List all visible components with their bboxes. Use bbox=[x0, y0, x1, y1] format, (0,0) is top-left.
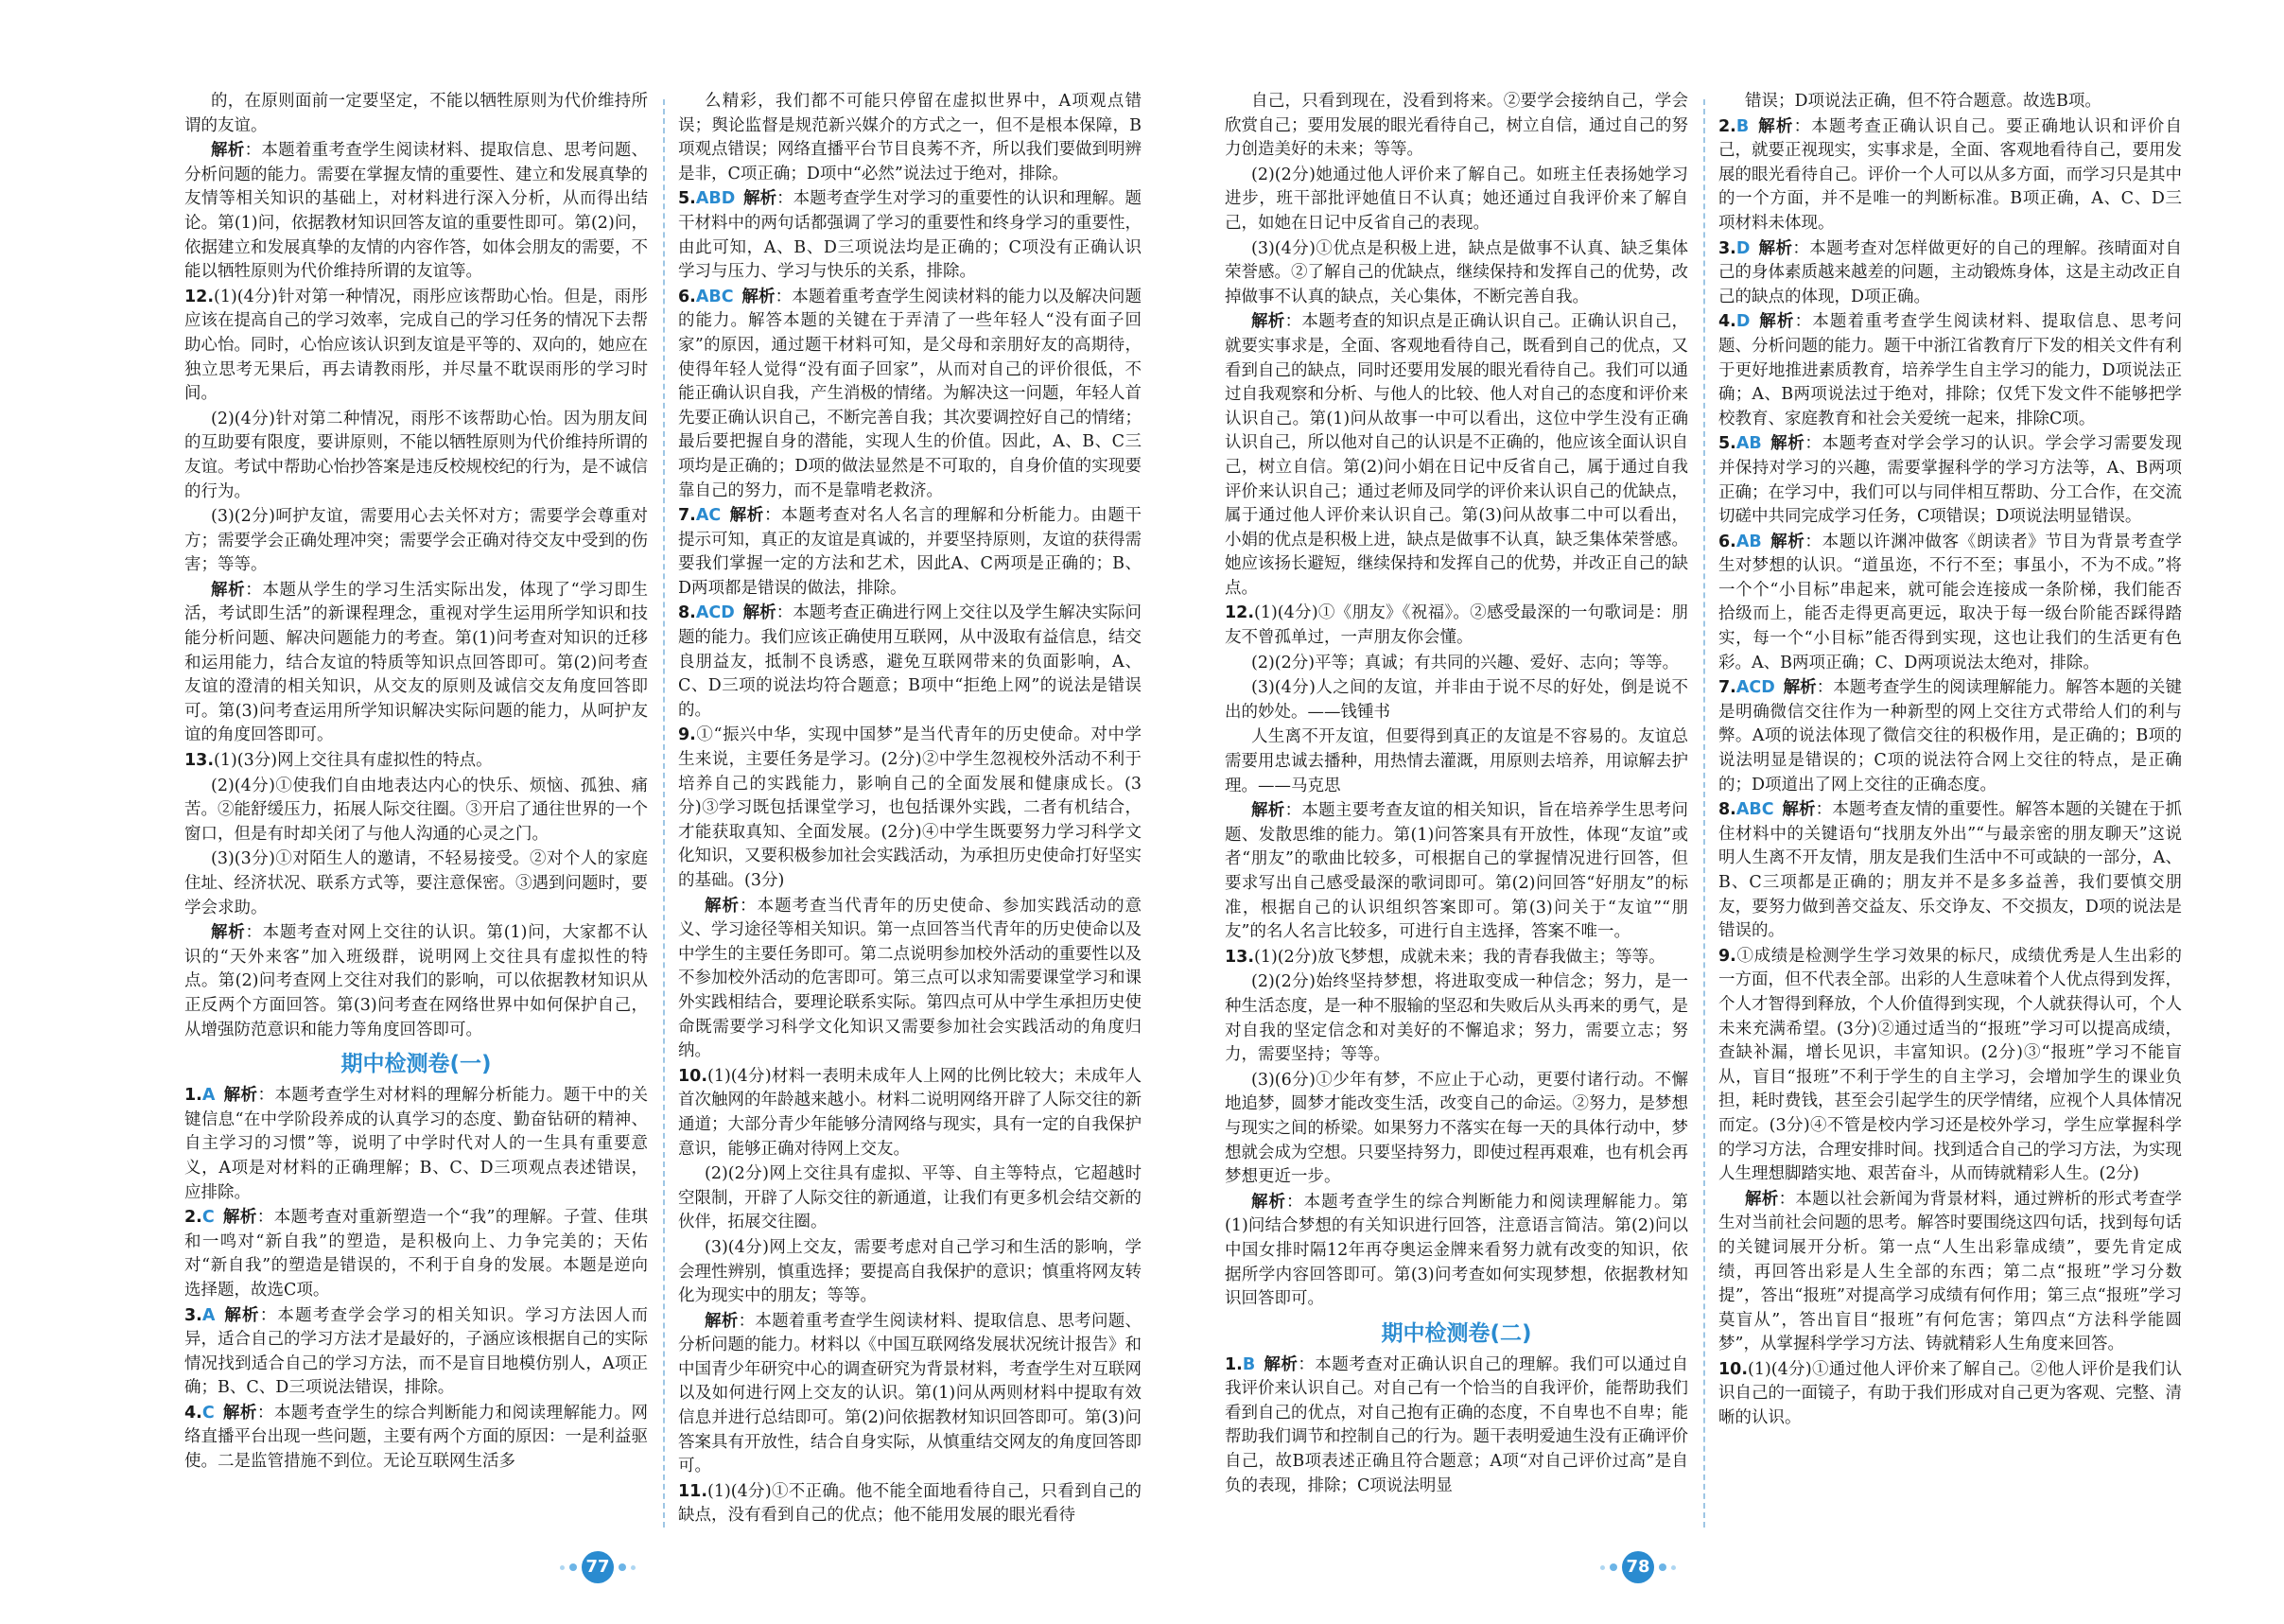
question-number: 6. bbox=[678, 287, 696, 306]
answer-item bbox=[184, 847, 648, 920]
answer-item bbox=[1718, 1188, 2182, 1357]
decor-dot-icon bbox=[569, 1563, 577, 1571]
answer-item bbox=[184, 139, 648, 285]
section-title: 期中检测卷(二) bbox=[1381, 1320, 1532, 1346]
answer-item bbox=[184, 505, 648, 578]
question-number: 4. bbox=[184, 1403, 202, 1423]
answer-text: (1)(4分)材料一表明未成年人上网的比例比较大；未成年人首次触网的年龄越来越小。材料二说明网络开辟了人际交往的新通道；大部分青少年能够分清网络与现实，具有一定的自我保护意识，能够正确对待网上交友。 bbox=[678, 1066, 1142, 1159]
answer-item bbox=[678, 1065, 1142, 1161]
question-number: 13. bbox=[1225, 947, 1255, 967]
answer-item bbox=[678, 187, 1142, 284]
question-number: 2. bbox=[184, 1208, 202, 1228]
answer-item bbox=[1225, 1191, 1688, 1312]
question-number: 12. bbox=[184, 287, 215, 306]
answer-text: ：本题考查对重新塑造一个“我”的理解。子萱、佳琪和一鸣对“新自我”的塑造，是积极向上、力争完美的；天佑对“新自我”的塑造是错误的，不利于自身的发展。本题是逆向选择题，故选C项。 bbox=[184, 1208, 648, 1300]
answer-item bbox=[184, 579, 648, 748]
page-number-badge-right bbox=[1600, 1551, 1676, 1583]
answer-item bbox=[184, 749, 648, 774]
answer-text: (2)(2分)她通过他人评价来了解自己。如班主任表扬她学习进步，班干部批评她值日不认真；她还通过自我评价来了解自己，如她在日记中反省自己的表现。 bbox=[1225, 165, 1688, 233]
answer-text: ：本题考查学生对学习的重要性的认识和理解。题干材料中的两句话都强调了学习的重要性和终身学习的重要性，由此可知，A、B、D三项说法均是正确的；C项没有正确认识学习与压力、学习与快乐的关系，排除。 bbox=[678, 189, 1142, 282]
question-number: 12. bbox=[1225, 603, 1255, 623]
answer-text: (3)(4分)①优点是积极上进，缺点是做事不认真、缺乏集体荣誉感。②了解自己的优缺点，继续保持和发挥自己的优势，改掉做事不认真的缺点，关心集体，不断完善自我。 bbox=[1225, 238, 1688, 306]
answer-choice: ACD bbox=[1735, 678, 1775, 698]
answer-choice: D bbox=[1735, 312, 1751, 332]
answer-text: ：本题考查学生对材料的理解分析能力。题干中的关键信息“在中学阶段养成的认真学习的态度、勤奋钻研的精神、自主学习的习惯”等，说明了中学时代对人的一生具有重要意义，A项是对材料的正确理解；B、C、D三项观点表述错误，应排除。 bbox=[184, 1086, 648, 1202]
answer-text: (3)(4分)人之间的友谊，并非由于说不尽的好处，倒是说不出的妙处。——钱锺书 bbox=[1225, 678, 1688, 722]
answer-text: ：本题以社会新闻为背景材料，通过辨析的形式考查学生对当前社会问题的思考。解答时要围绕这四句话，找到每句话的关键词展开分析。第一点“人生出彩靠成绩”，要先肯定成绩，再回答出彩是人生全部的东西；第二点“报班”学习分数提”，答出“报班”对提高学习成绩有何作用；第三点“报班”学习莫盲从”，答出盲目“报班”有何危害；第四点“方法科学能圆梦”，从掌握科学学习方法、铸就精彩人生角度来回答。 bbox=[1718, 1189, 2182, 1354]
question-number: 1. bbox=[1225, 1354, 1243, 1374]
analysis-label: 解析 bbox=[222, 1403, 257, 1423]
answer-text: ：本题着重考查学生阅读材料、提取信息、思考问题、分析问题的能力。题干中浙江省教育厅下发的相关文件有利于更好地推进素质教育，培养学生自主学习的能力，D项说法正确；A、B两项说法过于绝对，排除；仅凭下发文件不能够把学校教育、家庭教育和社会关爱统一起来，排除C项。 bbox=[1718, 312, 2182, 428]
answer-item bbox=[184, 1206, 648, 1302]
answer-item bbox=[1718, 1358, 2182, 1431]
answer-text: ：本题考查对学会学习的认识。学会学习需要发现并保持对学习的兴趣，需要掌握科学的学习方法等，A、B两项正确；在学习中，我们可以与同伴相互帮助、分工合作，在交流切磋中共同完成学习任务，C项错误；D项说法明显错误。 bbox=[1718, 434, 2182, 527]
answer-text: (1)(2分)放飞梦想，成就未来；我的青春我做主；等等。 bbox=[1254, 947, 1665, 967]
question-number: 7. bbox=[678, 506, 696, 526]
answer-text: (2)(2分)平等；真诚；有共同的兴趣、爱好、志向；等等。 bbox=[1251, 653, 1680, 672]
answer-choice: C bbox=[201, 1403, 215, 1423]
answer-item bbox=[1225, 725, 1688, 798]
analysis-label: 解析 bbox=[1263, 1354, 1299, 1374]
question-number: 3. bbox=[1718, 238, 1736, 258]
answer-item bbox=[1225, 652, 1688, 676]
answer-text: (2)(4分)①使我们自由地表达内心的快乐、烦恼、孤独、痛苦。②能舒缓压力，拓展人际交往圈。③开启了通往世界的一个窗口，但是有时却关闭了与他人沟通的心灵之门。 bbox=[184, 776, 648, 844]
answer-text: 自己，只看到现在，没看到将来。②要学会接纳自己，学会欣赏自己；要用发展的眼光看待自己，树立自信，通过自己的努力创造美好的未来；等等。 bbox=[1225, 92, 1688, 160]
analysis-label: 解析 bbox=[1756, 116, 1794, 136]
answer-item bbox=[1225, 310, 1688, 601]
answer-text: (1)(4分)针对第一种情况，雨彤应该帮助心怡。但是，雨彤应该在提高自己的学习效率，完成自己的学习任务的情况下去帮助心怡。同时，心怡应该认识到友谊是平等的、双向的，她应在独立思考无果后，再去请教雨彤，并尽量不耽误雨彤的学习时间。 bbox=[184, 287, 648, 404]
analysis-label: 解析 bbox=[705, 1311, 739, 1331]
analysis-label: 解析 bbox=[1251, 312, 1285, 332]
answer-item bbox=[1718, 676, 2182, 797]
answer-item bbox=[184, 1084, 648, 1205]
question-number: 11. bbox=[678, 1481, 708, 1501]
column-divider bbox=[1703, 99, 1705, 1528]
answer-item bbox=[1225, 970, 1688, 1067]
answer-text: (3)(6分)①少年有梦，不应止于心动，更要付诸行动。不懈地追梦，圆梦才能改变生活，改变自己的命运。②努力，是梦想与现实之间的桥梁。如果努力不落实在每一天的具体行动中，梦想就会成为空想。只要坚持努力，即使过程再艰难，也有机会再梦想更近一步。 bbox=[1225, 1070, 1688, 1187]
question-number: 9. bbox=[678, 725, 696, 745]
answer-item bbox=[184, 1402, 648, 1475]
analysis-label: 解析 bbox=[223, 1086, 258, 1106]
question-number: 2. bbox=[1718, 116, 1736, 136]
answer-text: ：本题主要考查友谊的相关知识，旨在培养学生思考问题、发散思维的能力。第(1)问答案具有开放性，体现“友谊”或者“朋友”的歌曲比较多，可根据自己的掌握情况进行回答，但要求写出自己感受最深的歌词即可。第(2)问回答“好朋友”的标准，根据自己的认识组织答案即可。第(3)问关于“友谊”“朋友”的名人名言比较多，可进行自主选择，答案不唯一。 bbox=[1225, 801, 1688, 942]
analysis-label: 解析 bbox=[1745, 1189, 1779, 1209]
decor-dot-icon bbox=[1659, 1563, 1666, 1571]
answer-text: ：本题从学生的学习生活实际出发，体现了“学习即生活，考试即生活”的新课程理念，重视对学生运用所学知识和技能分析问题、解决问题能力的考查。第(1)问考查对知识的迁移和运用能力，结合友谊的特质等知识点回答即可。第(2)问考查友谊的澄清的相关知识，从交友的原则及诚信交友角度回答即可。第(3)问考查运用所学知识解决实际问题的能力，从呵护友谊的角度回答即可。 bbox=[184, 580, 648, 745]
answer-choice: D bbox=[1735, 238, 1751, 258]
analysis-label: 解析 bbox=[222, 1208, 257, 1228]
answer-text: (1)(4分)①通过他人评价来了解自己。②他人评价是我们认识自己的一面镜子，有助于我们形成对自己更为客观、完整、清晰的认识。 bbox=[1718, 1359, 2182, 1428]
answer-item bbox=[184, 775, 648, 847]
answer-item bbox=[678, 602, 1142, 723]
answer-item bbox=[1225, 602, 1688, 650]
analysis-label: 解析 bbox=[705, 896, 741, 916]
analysis-label: 解析 bbox=[1758, 238, 1793, 258]
answer-text: ：本题考查当代青年的历史使命、参加实践活动的意义、学习途径等相关知识。第一点回答当代青年的历史使命以及中学生的主要任务即可。第二点说明参加校外活动的重要性以及不参加校外活动的危害即可。第三点可以求知需要课堂学习和课外实践相结合，要理论联系实际。第四点可从中学生承担历史使命既需要学习科学文化知识又需要参加社会实践活动的角度归纳。 bbox=[678, 896, 1142, 1061]
page-number-badge-left bbox=[560, 1551, 636, 1583]
analysis-label: 解析 bbox=[743, 189, 777, 209]
answer-item bbox=[1225, 1353, 1688, 1499]
analysis-label: 解析 bbox=[1783, 678, 1817, 698]
answer-item bbox=[678, 1480, 1142, 1528]
answer-text: ：本题考查学生的综合判断能力和阅读理解能力。网络直播平台出现一些问题，主要有两个方面的原因：一是利益驱使。二是监管措施不到位。无论互联网生活多 bbox=[184, 1403, 648, 1472]
answer-item bbox=[184, 286, 648, 407]
answer-text: (1)(4分)①不正确。他不能全面地看待自己，只看到自己的缺点，没有看到自己的优点；他不能用发展的眼光看待 bbox=[678, 1481, 1142, 1526]
answer-text: ：本题着重考查学生阅读材料、提取信息、思考问题、分析问题的能力。需要在掌握友情的重要性、建立和发展真挚的友情等相关知识的基础上，对材料进行深入分析，从而得出结论。第(1)问，依据教材知识回答友谊的重要性即可。第(2)问，依据建立和发展真挚的友情的内容作答，如体会朋友的需要，不能以牺牲原则为代价维持所谓的友谊等。 bbox=[184, 141, 648, 282]
answer-choice: B bbox=[1735, 116, 1750, 136]
left-page-column-2 bbox=[678, 90, 1142, 1546]
analysis-label: 解析 bbox=[741, 287, 776, 306]
answer-text: (1)(3分)网上交往具有虚拟性的特点。 bbox=[214, 751, 493, 771]
answer-text: 错误；D项说法正确，但不符合题意。故选B项。 bbox=[1745, 92, 2101, 111]
answer-text: (2)(2分)始终坚持梦想，将进取变成一种信念；努力，是一种生活态度，是一种不服输的坚忍和失败后从头再来的勇气，是对自我的坚定信念和对美好的不懈追求；努力，需要立志；努力，需要坚持；等等。 bbox=[1225, 972, 1688, 1065]
answer-choice: ACD bbox=[695, 603, 735, 623]
answer-choice: AB bbox=[1735, 532, 1762, 551]
section-title: 期中检测卷(一) bbox=[340, 1052, 492, 1077]
analysis-label: 解析 bbox=[211, 580, 246, 600]
answer-item bbox=[678, 1310, 1142, 1479]
answer-text: ：本题考查学生的阅读理解能力。解答本题的关键是明确微信交往作为一种新型的网上交往方式带给人们的利与弊。A项的说法体现了微信交往的积极作用，是正确的；B项的说法明显是错误的；C项的说法符合网上交往的特点，是正确的；D项道出了网上交往的正确态度。 bbox=[1718, 678, 2182, 795]
answer-text: (3)(4分)网上交友，需要考虑对自己学习和生活的影响，学会理性辨别，慎重选择；要提高自我保护的意识；慎重将网友转化为现实中的朋友；等等。 bbox=[678, 1237, 1142, 1306]
decor-dot-icon bbox=[1600, 1565, 1605, 1570]
analysis-label: 解析 bbox=[728, 506, 764, 526]
answer-text: ：本题考查对怎样做更好的自己的理解。孩晴面对自己的身体素质越来越差的问题，主动锻炼身体，这是主动改正自己的缺点的体现，D项正确。 bbox=[1718, 238, 2182, 306]
answer-text: (3)(2分)呵护友谊，需要用心去关怀对方；需要学会尊重对方；需要学会正确处理冲突；需要学会正确对待交友中受到的伤害；等等。 bbox=[184, 507, 648, 575]
analysis-label: 解析 bbox=[1758, 312, 1795, 332]
left-page-column-1 bbox=[184, 90, 648, 1546]
question-number: 8. bbox=[1718, 800, 1736, 820]
analysis-label: 解析 bbox=[223, 1305, 260, 1325]
decor-dot-icon bbox=[560, 1565, 565, 1570]
page-number: 78 bbox=[1622, 1551, 1654, 1583]
answer-choice: ABD bbox=[695, 189, 736, 209]
answer-text: (2)(2分)网上交往具有虚拟、平等、自主等特点，它超越时空限制，开辟了人际交往的新通道，让我们有更多机会结交新的伙伴，拓展交往圈。 bbox=[678, 1164, 1142, 1232]
column-divider bbox=[663, 99, 665, 1528]
answer-text: 么精彩，我们都不可能只停留在虚拟世界中，A项观点错误；舆论监督是规范新兴媒介的方式之一，但不是根本保障，B项观点错误；网络直播平台节目良莠不齐，所以我们要做到明辨是非，C项正确；D项中“必然”说法过于绝对，排除。 bbox=[678, 92, 1142, 183]
answer-item bbox=[1718, 531, 2182, 676]
answer-text: ：本题考查学生的综合判断能力和阅读理解能力。第(1)问结合梦想的有关知识进行回答，注意语言简洁。第(2)问以中国女排时隔12年再夺奥运金牌来看努力就有改变的知识，依据所学内容回答即可。第(3)问考查如何实现梦想，依据教材知识回答即可。 bbox=[1225, 1192, 1688, 1309]
answer-item bbox=[678, 286, 1142, 503]
answer-item bbox=[678, 1162, 1142, 1235]
answer-item bbox=[1718, 115, 2182, 236]
answer-text: ：本题以许渊冲做客《朗读者》节目为背景考查学生对梦想的认识。“道虽迩，不行不至；事虽小，不为不成。”将一个个“小目标”串起来，就可能会连接成一条阶梯，我们能否拾级而上，能否走得更高更远，取决于每一级台阶能否踩得踏实，每一个“小目标”能否得到实现，这也让我们的生活更有色彩。A、B两项正确；C、D两项说法太绝对，排除。 bbox=[1718, 532, 2182, 672]
answer-choice: AC bbox=[695, 506, 722, 526]
answer-item bbox=[678, 895, 1142, 1064]
answer-item bbox=[1718, 945, 2182, 1187]
analysis-label: 解析 bbox=[1251, 1192, 1287, 1212]
answer-choice: ABC bbox=[1735, 800, 1774, 820]
question-number: 6. bbox=[1718, 532, 1736, 551]
answer-item bbox=[1718, 310, 2182, 431]
answer-text: ：本题考查友情的重要性。解答本题的关键在于抓住材料中的关键语句“找朋友外出”“与最亲密的朋友聊天”这说明人生离不开友情，朋友是我们生活中不可或缺的一部分，A、B、C三项都是正确的；朋友并不是多多益善，我们要慎交朋友，要努力做到善交益友、乐交诤友、不交损友，D项的说法是错误的。 bbox=[1718, 800, 2182, 941]
answer-choice: A bbox=[201, 1086, 216, 1106]
answer-item bbox=[1225, 237, 1688, 310]
question-number: 10. bbox=[678, 1066, 708, 1086]
answer-text: ：本题考查对正确认识自己的理解。我们可以通过自我评价来认识自己。对自己有一个恰当的自我评价，能帮助我们看到自己的优点，对自己抱有正确的态度，不自卑也不自卑；能帮助我们调节和控制自己的行为。题干表明爱迪生没有正确评价自己，故B项表述正确且符合题意；A项“对自己评价过高”是自负的表现，排除；C项说法明显 bbox=[1225, 1354, 1688, 1495]
answer-text: ：本题着重考查学生阅读材料、提取信息、思考问题、分析问题的能力。材料以《中国互联网络发展状况统计报告》和中国青少年研究中心的调查研究为背景材料，考查学生对互联网以及如何进行网上交友的认识。第(1)问从两则材料中提取有效信息并进行总结即可。第(2)问依据教材知识回答即可。第(3)问答案具有开放性，结合自身实际，从慎重结交网友的角度回答即可。 bbox=[678, 1311, 1142, 1476]
analysis-label: 解析 bbox=[1251, 801, 1285, 821]
analysis-label: 解析 bbox=[742, 603, 776, 623]
answer-item bbox=[1225, 164, 1688, 236]
answer-item bbox=[1718, 798, 2182, 944]
answer-item bbox=[1225, 946, 1688, 970]
answer-choice: AB bbox=[1735, 434, 1762, 454]
answer-text: ：本题考查对名人名言的理解和分析能力。由题干提示可知，真正的友谊是真诚的，并要坚持原则，友谊的获得需要我们掌握一定的方法和艺术，因此A、C两项是正确的；B、D两项都是错误的做法，排除。 bbox=[678, 506, 1142, 598]
answer-item bbox=[1225, 676, 1688, 725]
answer-text: ：本题考查对网上交往的认识。第(1)问，大家都不认识的“天外来客”加入班级群，说明网上交往具有虚拟性的特点。第(2)问考查网上交往对我们的影响，可以依据教材知识从正反两个方面回答。第(3)问考查在网络世界中如何保护自己，从增强防范意识和能力等角度回答即可。 bbox=[184, 923, 648, 1039]
answer-item bbox=[1225, 90, 1688, 163]
answer-item bbox=[678, 90, 1142, 186]
answer-item bbox=[678, 724, 1142, 893]
answer-text: 的，在原则面前一定要坚定，不能以牺牲原则为代价维持所谓的友谊。 bbox=[184, 92, 648, 135]
answer-text: ①成绩是检测学生学习效果的标尺，成绩优秀是人生出彩的一方面，但不代表全部。出彩的人生意味着个人优点得到发挥，个人才智得到释放，个人价值得到实现，个人就获得认可，个人未来充满希望。(3分)②通过适当的“报班”学习可以提高成绩，查缺补漏，增长见识，丰富知识。(2分)③“报班”学习不能盲从，盲目“报班”不利于学生的自主学习，会增加学生的课业负担，耗时费钱，甚至会引起学生的厌学情绪，应视个人具体情况而定。(3分)④不管是校内学习还是校外学习，学生应掌握科学的学习方法，合理安排时间。找到适合自己的学习方法，为实现人生理想脚踏实地、艰苦奋斗，从而铸就精彩人生。(2分) bbox=[1718, 946, 2182, 1184]
answer-text: ：本题考查的知识点是正确认识自己。正确认识自己，就要实事求是，全面、客观地看待自己，既看到自己的优点，又看到自己的缺点，同时还要用发展的眼光看待自己。我们可以通过自我观察和分析、与他人的比较、他人对自己的态度和评价来认识自己。第(1)问从故事一中可以看出，这位中学生没有正确认识自己，所以他对自己的认识是不正确的，他应该全面认识自己，树立自信。第(2)问小娟在日记中反省自己，属于通过自我评价来认识自己；通过老师及同学的评价来认识自己的优缺点，属于通过他人评价来认识自己。第(3)问从故事二中可以看出，小娟的优点是积极上进，缺点是做事不认真，缺乏集体荣誉感。她应该扬长避短，继续保持和发挥自己的优势，并改正自己的缺点。 bbox=[1225, 312, 1688, 598]
question-number: 5. bbox=[678, 189, 696, 209]
answer-text: ：本题考查正确进行网上交往以及学生解决实际问题的能力。我们应该正确使用互联网，从中汲取有益信息，结交良朋益友，抵制不良诱惑，避免互联网带来的负面影响，A、C、D三项的说法均符合题意；B项中“拒绝上网”的说法是错误的。 bbox=[678, 603, 1142, 720]
question-number: 4. bbox=[1718, 312, 1736, 332]
answer-item bbox=[184, 90, 648, 138]
answer-text: (3)(3分)①对陌生人的邀请，不轻易接受。②对个人的家庭住址、经济状况、联系方式等，要注意保密。③遇到问题时，要学会求助。 bbox=[184, 849, 648, 917]
answer-text: ：本题考查正确认识自己。要正确地认识和评价自己，就要正视现实，实事求是，全面、客观地看待自己，要用发展的眼光看待自己。评价一个人可以从多方面，而学习只是其中的一个方面，并不是唯一的判断标准。B项正确，A、C、D三项材料未体现。 bbox=[1718, 116, 2182, 233]
analysis-label: 解析 bbox=[1770, 434, 1805, 454]
question-number: 1. bbox=[184, 1086, 202, 1106]
analysis-label: 解析 bbox=[1770, 532, 1805, 551]
question-number: 9. bbox=[1718, 946, 1736, 966]
question-number: 5. bbox=[1718, 434, 1736, 454]
answer-choice: B bbox=[1242, 1354, 1256, 1374]
answer-item bbox=[1225, 1069, 1688, 1190]
answer-choice: ABC bbox=[695, 287, 734, 306]
answer-text: ①“振兴中华，实现中国梦”是当代青年的历史使命。对中学生来说，主要任务是学习。(2分)②中学生忽视校外活动不利于培养自己的实践能力，影响自己的全面发展和健康成长。(3分)③学习既包括课堂学习，也包括课外实践，二者有机结合，才能获取真知、全面发展。(2分)④中学生既要努力学习科学文化知识，又要积极参加社会实践活动，为承担历史使命打好坚实的基础。(3分) bbox=[678, 725, 1142, 890]
question-number: 7. bbox=[1718, 678, 1736, 698]
right-page bbox=[1225, 90, 2199, 1546]
left-page bbox=[184, 90, 1159, 1546]
answer-item bbox=[1718, 432, 2182, 529]
decor-dot-icon bbox=[619, 1563, 626, 1571]
answer-item bbox=[184, 1304, 648, 1401]
answer-text: ：本题着重考查学生阅读材料的能力以及解决问题的能力。解答本题的关键在于弄清了一些年轻人“没有面子回家”的原因，通过题干材料可知，是父母和亲朋好友的高期待，使得年轻人觉得“没有面子回家”，从而对自己的评价很低，不能正确认识自我，产生消极的情绪。为解决这一问题，年轻人首先要正确认识自己，不断完善自我；其次要调控好自己的情绪；最后要把握自身的潜能，实现人生的价值。因此，A、B、C三项均是正确的；D项的做法显然是不可取的，自身价值的实现要靠自己的努力，而不是靠啃老救济。 bbox=[678, 287, 1142, 500]
analysis-label: 解析 bbox=[211, 923, 246, 943]
answer-choice: C bbox=[201, 1208, 215, 1228]
answer-text: 人生离不开友谊，但要得到真正的友谊是不容易的。友谊总需要用忠诚去播种，用热情去灌溉，用原则去培养，用谅解去护理。——马克思 bbox=[1225, 727, 1688, 795]
decor-dot-icon bbox=[1671, 1565, 1676, 1570]
answer-text: ：本题考查学会学习的相关知识。学习方法因人而异，适合自己的学习方法才是最好的，子涵应该根据自己的实际情况找到适合自己的学习方法，而不是盲目地模仿别人，A项正确；B、C、D三项说法错误，排除。 bbox=[184, 1305, 648, 1398]
question-number: 3. bbox=[184, 1305, 202, 1325]
answer-item bbox=[678, 504, 1142, 601]
decor-dot-icon bbox=[1610, 1563, 1617, 1571]
right-page-column-1 bbox=[1225, 90, 1688, 1546]
answer-text: (2)(4分)针对第二种情况，雨彤不该帮助心怡。因为朋友间的互助要有限度，要讲原则，不能以牺牲原则为代价维持所谓的友谊。考试中帮助心怡抄答案是违反校规校纪的行为，是不诚信的行为。 bbox=[184, 409, 648, 501]
answer-item bbox=[184, 408, 648, 504]
answer-choice: A bbox=[201, 1305, 216, 1325]
answer-item bbox=[1225, 799, 1688, 945]
right-page-column-2 bbox=[1718, 90, 2182, 1546]
page-number: 77 bbox=[582, 1551, 614, 1583]
analysis-label: 解析 bbox=[1782, 800, 1816, 820]
analysis-label: 解析 bbox=[211, 141, 245, 161]
question-number: 13. bbox=[184, 751, 215, 771]
answer-item bbox=[184, 921, 648, 1042]
answer-item bbox=[678, 1236, 1142, 1309]
question-number: 10. bbox=[1718, 1359, 1749, 1379]
decor-dot-icon bbox=[631, 1565, 636, 1570]
answer-item bbox=[1718, 237, 2182, 310]
answer-text: (1)(4分)①《朋友》《祝福》。②感受最深的一句歌词是：朋友不曾孤单过，一声朋友你会懂。 bbox=[1225, 603, 1688, 648]
answer-item bbox=[1718, 90, 2182, 114]
question-number: 8. bbox=[678, 603, 696, 623]
